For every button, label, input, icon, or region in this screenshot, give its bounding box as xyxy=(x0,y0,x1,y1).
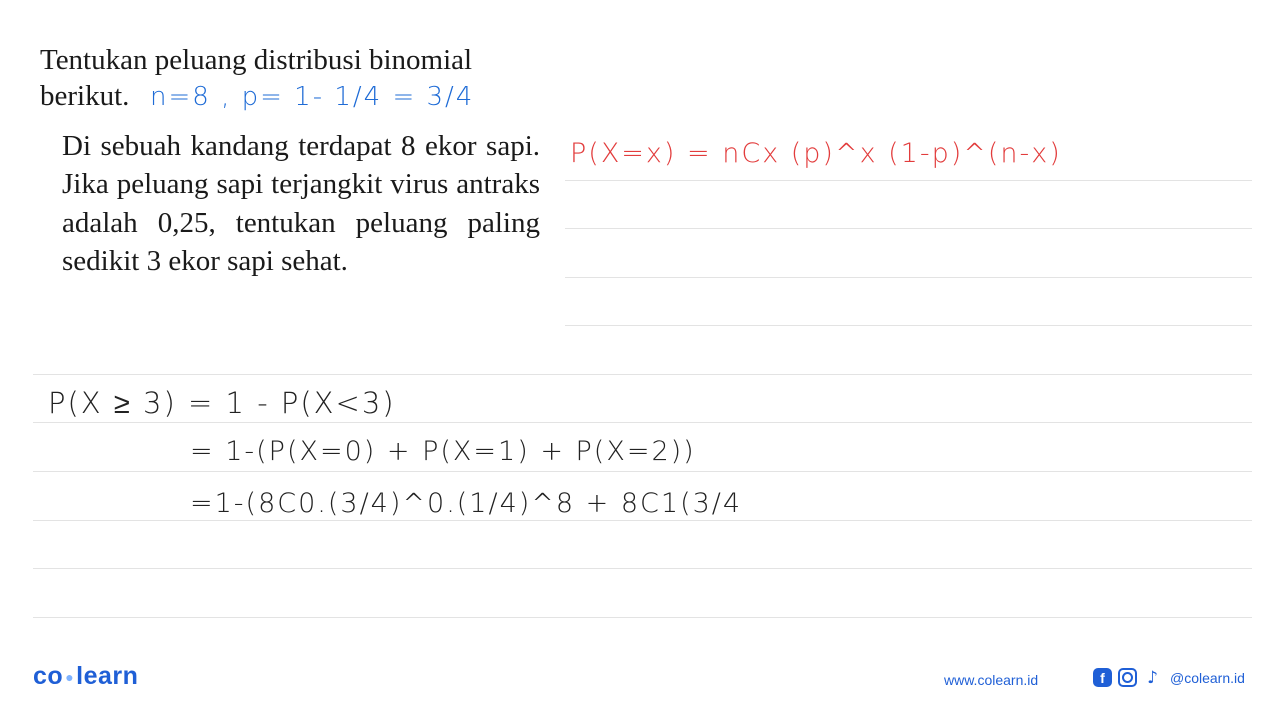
ruled-line xyxy=(565,325,1252,326)
ruled-line xyxy=(33,520,1252,521)
ruled-line xyxy=(33,617,1252,618)
logo-dot-icon: ● xyxy=(65,669,75,686)
website-link[interactable]: www.colearn.id xyxy=(944,672,1039,688)
tiktok-icon[interactable]: ♪ xyxy=(1147,667,1158,688)
ruled-line xyxy=(33,374,1252,375)
handwritten-binomial-formula: P(X=x) = nCx (p)^x (1-p)^(n-x) xyxy=(570,138,1062,169)
problem-title: Tentukan peluang distribusi binomial berikut. xyxy=(40,44,473,113)
ruled-line xyxy=(33,422,1252,423)
colearn-logo[interactable] xyxy=(33,662,138,691)
ruled-line xyxy=(565,180,1252,181)
handwritten-step-3: =1-(8C0.(3/4)^0.(1/4)^8 + 8C1(3/4 xyxy=(190,488,743,519)
handwritten-step-1: P(X ≥ 3) = 1 - P(X<3) xyxy=(48,386,396,420)
ruled-line xyxy=(33,568,1252,569)
instagram-icon[interactable] xyxy=(1118,668,1137,687)
social-handle[interactable]: @colearn.id xyxy=(1170,669,1245,686)
logo-co: co xyxy=(33,662,64,690)
ruled-line xyxy=(33,471,1252,472)
logo-learn: learn xyxy=(76,662,139,690)
facebook-icon[interactable]: f xyxy=(1093,668,1112,687)
ruled-line xyxy=(565,277,1252,278)
handwritten-step-2: = 1-(P(X=0) + P(X=1) + P(X=2)) xyxy=(190,436,696,467)
handwritten-given: n=8 , p= 1- 1/4 = 3/4 xyxy=(150,82,475,112)
problem-body: Di sebuah kandang terdapat 8 ekor sapi. Jika peluang sapi terjangkit virus antraks adalah 0,25, tentukan peluang paling sedikit 3 ekor sapi sehat. xyxy=(62,130,540,277)
ruled-line xyxy=(565,228,1252,229)
social-links xyxy=(1093,668,1245,687)
